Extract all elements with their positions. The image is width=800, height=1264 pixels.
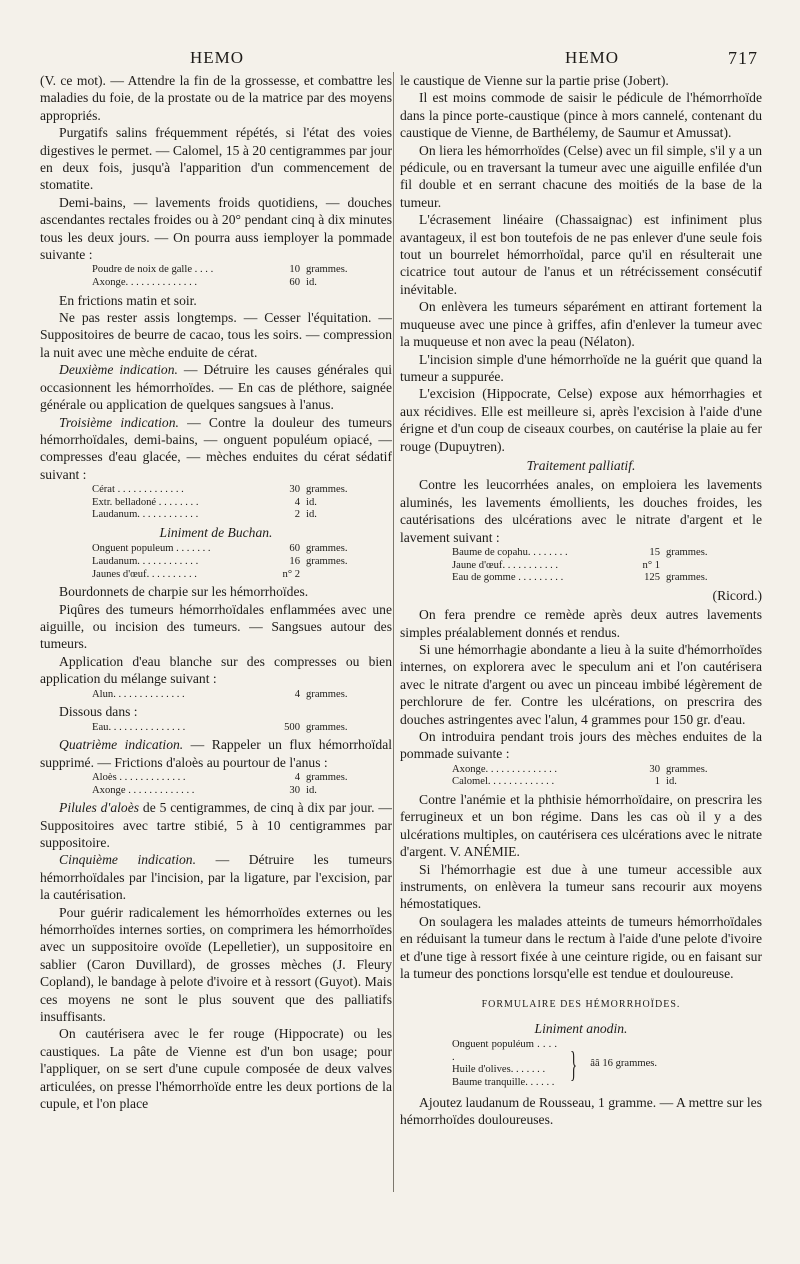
indication-heading: Quatrième indication. <box>59 737 184 753</box>
ingredient-qty: 2 <box>294 509 300 521</box>
ingredient-name: Axonge. . . . . . . . . . . . . . <box>92 277 198 289</box>
paragraph: Il est moins commode de saisir le pédicule de l'hémorrhoïde dans la pince porte-caustique (pince à mors cannelé, contenant du caustique de Vienne, de Barthélemy, de Saumur et Amussat). <box>400 90 762 141</box>
ingredient-qty: 15 <box>649 546 660 558</box>
ingredient-unit: grammes. <box>306 721 348 733</box>
recipe-row <box>40 509 392 522</box>
ingredient-unit: grammes. <box>306 555 348 567</box>
indication-heading: Troisième indication. <box>59 414 179 430</box>
ingredient-unit: id. <box>306 784 317 796</box>
ingredient: Huile d'olives. . . . . . . <box>452 1064 546 1076</box>
recipe-table <box>40 772 392 797</box>
paragraph: Troisième indication. — Contre la douleur des tumeurs hémorrhoïdales, demi-bains, — onguent populéum opiacé, — compresses d'eau glacée, — mèches enduites du cérat sédatif suivant : <box>40 414 392 482</box>
column-divider <box>393 72 394 1192</box>
paragraph: Pour guérir radicalement les hémorrhoïdes externes ou les hémorrhoïdes internes sorties, on comprimera les hémorrhoïdes avec un suppositoire ovoïde (Lepelletier), un suppositoire en sablier (Caron Duvillard), de grosses mèches (J. Fleury Copland), le bandage à pelote d'ivoire et à ressort (Guyot). Mais ces moyens ne sont le plus souvent que des palliatifs insuffisants. <box>40 904 392 1024</box>
running-head-right: HEMO <box>565 48 620 67</box>
ingredient-unit: grammes. <box>306 688 348 700</box>
paragraph: Piqûres des tumeurs hémorrhoïdales enflammées avec une aiguille, ou incision des tumeurs. — Sangsues autour des tumeurs. <box>40 601 392 652</box>
ingredient-unit: id. <box>306 277 317 289</box>
ingredient-name: Jaunes d'œuf. . . . . . . . . . <box>92 568 197 580</box>
ingredient-qty: 30 <box>289 484 300 496</box>
paragraph: L'incision simple d'une hémorrhoïde ne la guérit que quand la tumeur a suppurée. <box>400 351 762 384</box>
paragraph: Dissous dans : <box>59 704 138 720</box>
ingredient-name: Jaune d'œuf. . . . . . . . . . . <box>452 559 559 571</box>
ingredient-name: Aloès . . . . . . . . . . . . . <box>92 771 186 783</box>
curly-brace-glyph: } <box>570 1044 578 1085</box>
paragraph: (V. ce mot). — Attendre la fin de la grossesse, et combattre les maladies du foie, de la prostate ou de la matrice par des moyens appropriés. <box>40 73 392 123</box>
paragraph: Si une hémorrhagie abondante a lieu à la suite d'hémorrhoïdes internes, on explorera avec le speculum ani et l'on cautérisera avec le nitrate d'argent ou avec un pinceau imbibé légèrement de perchlorure de fer. Contre les ulcérations, on prescrira des douches astringentes avec l'alun, 4 grammes pour 150 gr. d'eau. <box>400 641 762 727</box>
paragraph: Demi-bains, — lavements froids quotidiens, — douches ascendantes rectales froides ou à 20° pendant cinq à dix minutes tous les deux jours. — On pourra auss iemployer la pommade suivante : <box>40 194 392 263</box>
ingredient-name: Axonge . . . . . . . . . . . . . <box>92 784 195 796</box>
ingredient-qty: 4 <box>294 688 300 700</box>
ingredient-name: Baume de copahu. . . . . . . . <box>452 546 568 558</box>
paragraph: L'excision (Hippocrate, Celse) expose aux hémorrhagies et aux récidives. Elle est meilleure si, après l'excision à l'aide d'une érigne et d'un coup de ciseaux courbes, on cautérise la plaie au fer rouge (Dupuytren). <box>400 386 762 454</box>
recipe-row <box>40 772 392 785</box>
ingredient-qty: 30 <box>289 784 300 796</box>
paragraph: L'écrasement linéaire (Chassaignac) est infiniment plus avantageux, il est bon toutefois de ne pas enlever d'une seule fois tout un bourrelet hémorrhoïdal, parce qu'il en résulterait une cicatrice tout autour de l'anus et un rétrécissement consécutif inévitable. <box>400 212 762 297</box>
ingredient-qty: 10 <box>289 264 300 276</box>
ingredient-name: Calomel. . . . . . . . . . . . . <box>452 776 555 788</box>
paragraph: Pilules d'aloès de 5 centigrammes, de cinq à dix par jour. — Suppositoires avec tartre stibié, 5 à 10 centigrammes par suppositoire. <box>40 800 392 850</box>
ingredient-qty: 60 <box>289 543 300 555</box>
ingredient-name: Extr. belladoné . . . . . . . . <box>92 496 199 508</box>
paragraph: On enlèvera les tumeurs séparément en attirant fortement la muqueuse avec une pince à griffes, afin d'enlever la tumeur avec la muqueuse et non avec la peau (Nélaton). <box>400 299 762 350</box>
ingredient-qty: 60 <box>289 277 300 289</box>
ingredient-unit: id. <box>306 509 317 521</box>
recipe-row <box>400 764 762 777</box>
ingredient-qty: n° 2 <box>282 568 300 580</box>
ingredient-unit: grammes. <box>306 543 348 555</box>
paragraph: Contre les leucorrhées anales, on emploiera les lavements aluminés, les lavements émollients, les douches froides, les cautérisations des ulcérations avec le nitrate d'argent et le lavement suivant : <box>400 477 762 545</box>
recipe-table <box>400 547 762 585</box>
paragraph: Purgatifs salins fréquemment répétés, si l'état des voies digestives le permet. — Calomel, 15 à 20 centigrammes par jour en deux fois, jusqu'à l'apparition d'un commencement de stomatite. <box>40 125 392 193</box>
paragraph: On soulagera les malades atteints de tumeurs hémorrhoïdales en réduisant la tumeur dans le rectum à l'aide d'une pelote d'ivoire et d'une tige à ressort fixée à une ceinture rigide, ou en faisant sur la tumeur des ponctions lorsqu'elle est tendue et douloureuse. <box>400 913 762 982</box>
ingredient-name: Poudre de noix de galle . . . . <box>92 264 214 276</box>
recipe-row <box>400 547 762 560</box>
right-column <box>400 72 762 1128</box>
running-head-left: HEMO <box>190 48 245 67</box>
ingredient-unit: grammes. <box>666 572 708 584</box>
recipe-table <box>40 689 392 702</box>
indication-heading: Cinquième indication. <box>59 852 197 868</box>
ingredient-name: Cérat . . . . . . . . . . . . . <box>92 484 184 496</box>
ingredient-name: Axonge. . . . . . . . . . . . . . <box>452 763 558 775</box>
ingredient-unit: id. <box>306 496 317 508</box>
recipe-table <box>40 484 392 522</box>
paragraph: En frictions matin et soir. <box>59 292 197 308</box>
recipe-brace-group <box>400 1039 762 1089</box>
recipe-row <box>40 569 392 582</box>
ingredient-name: Onguent populeum . . . . . . . <box>92 543 211 555</box>
ingredient-name: Laudanum. . . . . . . . . . . . <box>92 555 199 567</box>
recipe-row <box>400 572 762 585</box>
paragraph: On liera les hémorrhoïdes (Celse) avec un fil simple, s'il y a un pédicule, ou en traversant la tumeur avec une aiguille enfilée d'un fil double et en serrant chacune des moitiés de la base de la tumeur. <box>400 142 762 210</box>
ingredient-unit <box>660 560 666 573</box>
ingredient-qty: 1 <box>654 776 660 788</box>
paragraph: Contre l'anémie et la phthisie hémorrhoïdaire, on prescrira les ferrugineux et un bon régime. Dans les cas où il y a des ulcérations multiples, on cautérisera ces ulcérations avec le nitrate d'argent. V. ANÉMIE. <box>400 792 762 860</box>
formulary-heading: FORMULAIRE DES HÉMORRHOÏDES. <box>481 999 681 1011</box>
emphasis: Pilules d'aloès <box>59 800 140 816</box>
ingredient-name: Eau de gomme . . . . . . . . . <box>452 572 564 584</box>
recipe-title: Liniment anodin. <box>534 1020 628 1036</box>
recipe-row <box>40 556 392 569</box>
ingredient-name: Eau. . . . . . . . . . . . . . . <box>92 721 186 733</box>
ingredient-unit: grammes. <box>666 763 708 775</box>
paragraph: On cautérisera avec le fer rouge (Hippocrate) ou les caustiques. La pâte de Vienne est d'un bon usage; pour l'appliquer, on se sert d'une cupule composée de deux valves articulées, on presse l'hémorrhoïde entre les deux portions de la cupule, et l'on place <box>40 1026 392 1112</box>
recipe-row <box>40 497 392 510</box>
ingredient-qty: 500 <box>284 721 300 733</box>
paragraph: Ne pas rester assis longtemps. — Cesser l'équitation. — Suppositoires de beurre de cacao, tous les soirs. — compression la nuit avec une mèche enduite de cérat. <box>40 310 392 360</box>
ingredient-unit <box>300 569 306 582</box>
ingredient-qty: n° 1 <box>642 559 660 571</box>
recipe-row <box>40 785 392 798</box>
recipe-row <box>40 484 392 497</box>
recipe-row <box>40 722 392 735</box>
recipe-title: Liniment de Buchan. <box>159 524 273 540</box>
ingredient-qty: 125 <box>644 572 660 584</box>
recipe-row <box>40 543 392 556</box>
ingredient-name: Laudanum. . . . . . . . . . . . <box>92 509 199 521</box>
paragraph: Ajoutez laudanum de Rousseau, 1 gramme. — A mettre sur les hémorrhoïdes douloureuses. <box>400 1094 762 1128</box>
section-title: Traitement palliatif. <box>526 457 636 473</box>
ingredient-qty: 30 <box>649 763 660 775</box>
ingredient-unit: grammes. <box>666 546 708 558</box>
paragraph: Si l'hémorrhagie est due à une tumeur accessible aux instruments, on enlèvera la tumeur sans recourir aux moyens hémostatiques. <box>400 861 762 912</box>
paragraph: Deuxième indication. — Détruire les causes générales qui occasionnent les hémorrhoïdes. — En cas de pléthore, saignée générale ou application de quelques sangsues à l'anus. <box>40 362 392 413</box>
paragraph: Application d'eau blanche sur des compresses ou bien application du mélange suivant : <box>40 653 392 687</box>
ingredient-qty: 16 <box>289 555 300 567</box>
ingredient-qty: 4 <box>294 771 300 783</box>
recipe-row <box>40 264 392 277</box>
recipe-table <box>40 543 392 581</box>
left-column <box>40 72 392 1112</box>
paragraph: On introduira pendant trois jours des mèches enduites de la pommade suivante : <box>400 729 762 762</box>
page-number: 717 <box>728 48 758 68</box>
recipe-row <box>400 776 762 789</box>
attribution: (Ricord.) <box>712 587 762 603</box>
ingredient-unit: id. <box>666 776 677 788</box>
recipe-row <box>40 277 392 290</box>
brace-items <box>452 1039 557 1089</box>
recipe-table <box>40 264 392 289</box>
paragraph: On fera prendre ce remède après deux autres lavements simples préalablement donnés et rendus. <box>400 607 762 640</box>
recipe-row <box>40 689 392 702</box>
ingredient-unit: grammes. <box>306 484 348 496</box>
ingredient: Onguent populéum . . . . . <box>452 1039 557 1063</box>
paragraph: Bourdonnets de charpie sur les hémorrhoïdes. <box>59 584 309 600</box>
recipe-row <box>400 560 762 573</box>
paragraph: Cinquième indication. — Détruire les tumeurs hémorrhoïdales par l'incision, par la ligature, par l'excision, par la cautérisation. <box>40 852 392 903</box>
ingredient-quantity: ââ 16 grammes. <box>590 1058 658 1070</box>
ingredient-name: Alun. . . . . . . . . . . . . . <box>92 688 185 700</box>
ingredient: Baume tranquille. . . . . . <box>452 1077 555 1089</box>
ingredient-qty: 4 <box>294 496 300 508</box>
paragraph: Quatrième indication. — Rappeler un flux hémorrhoïdal supprimé. — Frictions d'aloès au pourtour de l'anus : <box>40 737 393 770</box>
paragraph: le caustique de Vienne sur la partie prise (Jobert). <box>400 73 669 88</box>
recipe-table <box>40 722 392 735</box>
ingredient-unit: grammes. <box>306 264 348 276</box>
indication-heading: Deuxième indication. <box>59 362 178 378</box>
ingredient-unit: grammes. <box>306 771 348 783</box>
recipe-table <box>400 764 762 789</box>
